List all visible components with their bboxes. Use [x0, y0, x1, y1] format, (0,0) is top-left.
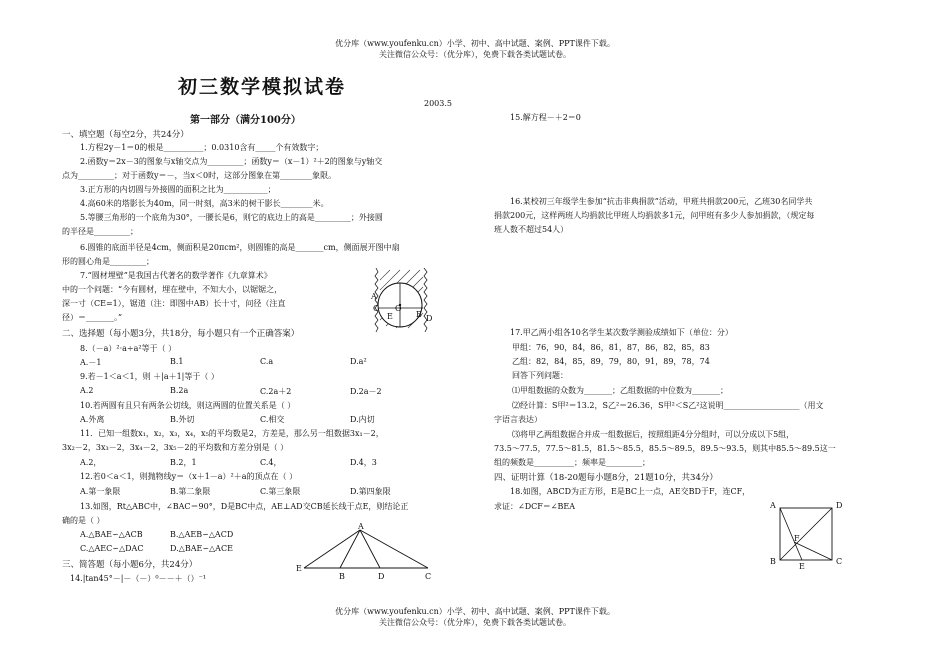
q9-option-a: A.2 [80, 386, 94, 395]
q17-part2: ⑵经计算：S甲²＝13.2，S乙²＝26.36，S甲²＜S乙²这说明___________________（用文 [512, 401, 824, 410]
q12-option-d: D.第四象限 [350, 487, 391, 496]
q10-option-a: A.外离 [80, 415, 105, 424]
q12-option-c: C.第三象限 [260, 487, 301, 496]
q11-option-d: D.4，3 [350, 458, 377, 467]
q13-option-a: A.△BAE∽△ACB [80, 530, 143, 539]
fig2-label-c: C [425, 572, 432, 581]
fig3-label-d: D [836, 501, 843, 510]
q12-option-b: B.第二象限 [170, 487, 211, 496]
fig3-label-f: F [794, 534, 800, 543]
q8-option-c: C.a [260, 357, 274, 366]
q8-option-d: D.a² [350, 357, 367, 366]
section-short-answer: 三、简答题（每小题6分，共24分） [62, 560, 198, 570]
question-2b: 点为_________；对于函数y＝－，当x＜0时，这部分图象在第________象限。 [62, 171, 337, 180]
figure-circle-in-wall [366, 268, 438, 334]
q10-option-b: B.外切 [170, 415, 195, 424]
q11-option-b: B.2，1 [170, 458, 197, 467]
header-line-1: 优分库（www.youfenku.cn）小学、初中、高中试题、案例、PPT课件下载。 [335, 39, 615, 48]
q8-option-b: B.1 [170, 357, 184, 366]
header-line-2: 关注微信公众号：（优分库），免费下载各类试题试卷。 [379, 50, 571, 59]
footer-line-1: 优分库（www.youfenku.cn）小学、初中、高中试题、案例、PPT课件下载。 [335, 607, 615, 616]
q11-option-c: C.4， [260, 458, 282, 467]
question-12: 12.若0＜a＜1，则抛物线y＝（x＋1－a）²＋a的顶点在（ ） [80, 472, 298, 481]
q12-option-a: A.第一象限 [80, 487, 121, 496]
fig3-label-a: A [770, 501, 776, 510]
q17-answer-prompt: 回答下列问题： [512, 371, 568, 380]
fig3-label-e: E [799, 562, 805, 571]
question-17: 17.甲乙两小组各10名学生某次数学测验成绩如下（单位：分） [510, 328, 733, 337]
q13-option-d: D.△BAE∽△ACE [170, 544, 233, 553]
q17-part2b: 字语言表达） [494, 415, 542, 424]
q17-part1: ⑴甲组数据的众数为_______；乙组数据的中位数为_______； [512, 386, 728, 395]
fig1-label-d: D [426, 314, 433, 323]
figure-triangle-abc [298, 526, 434, 574]
fig1-label-o: O [395, 304, 402, 313]
section-proof: 四、证明计算（18-20题每小题8分，21题10分，共34分） [494, 473, 718, 483]
fig1-label-e: E [387, 312, 393, 321]
question-6a: 6.圆锥的底面半径是4cm，侧面积是20πcm²，则圆锥的高是_______cm，侧面展开图中扇 [80, 243, 400, 252]
q13-option-c: C.△AEC∽△DAC [80, 544, 144, 553]
question-18: 18.如图，ABCD为正方形，E是BC上一点，AE交BD于F，连CF， [510, 487, 751, 496]
section-fill-blank: 一、填空题（每空2分，共24分） [62, 130, 189, 140]
q17-part3a: ⑶将甲乙两组数据合并成一组数据后，按照组距4分分组时，可以分成以下5组， [512, 430, 795, 439]
q8-option-a: A.－1 [80, 358, 102, 367]
question-7a: 7.“圆材埋壁”是我国古代著名的数学著作《九章算术》 [80, 271, 272, 280]
part1-heading: 第一部分（满分100分） [190, 115, 301, 126]
q10-option-d: D.内切 [350, 415, 375, 424]
question-1: 1.方程2y－1＝0的根是__________；0.0310含有_____个有效数字； [80, 143, 324, 152]
question-9: 9.若－1＜a＜1，则 ＋|a＋1|等于（ ） [80, 372, 219, 381]
question-16a: 16.某校初三年级学生参加“抗击非典捐款”活动，甲班共捐款200元，乙班30名同学共 [510, 197, 813, 206]
fig1-label-b: B [416, 310, 422, 319]
question-11b: 3x₂－2，3x₃－2，3x₄－2，3x₅－2的平均数和方差分别是（ ） [62, 443, 289, 452]
question-11a: 11．已知一组数x₁，x₂，x₃，x₄，x₅的平均数是2，方差是，那么另一组数据3x₁－2， [80, 429, 384, 438]
question-7c: 深一寸（CE=1），锯道（注：即图中AB）长十寸，问径（注直 [62, 299, 286, 308]
q9-option-b: B.2a [170, 386, 189, 395]
fig3-label-c: C [836, 557, 843, 566]
fig2-label-e: E [296, 564, 302, 573]
question-5a: 5.等腰三角形的一个底角为30°，一腰长是6，则它的底边上的高是_________；外接圆 [80, 213, 383, 222]
question-8: 8.（－a）²·a÷a²等于（ ） [80, 344, 177, 353]
question-16b: 捐款200元，这样两班人均捐款比甲班人均捐款多1元，问甲班有多少人参加捐款，（规定每 [494, 211, 815, 220]
figure-square-abcd [778, 506, 834, 564]
page-title: 初三数学模拟试卷 [178, 76, 347, 98]
fig2-label-b: B [339, 572, 345, 581]
q13-option-b: B.△AEB∽△ACD [170, 530, 234, 539]
q17-group-jia: 甲组：76，90，84，86，81，87，86，82，85，83 [512, 343, 710, 352]
fig2-label-a: A [358, 522, 364, 531]
footer-line-2: 关注微信公众号：（优分库），免费下载各类试题试卷。 [379, 618, 571, 627]
question-2a: 2.函数y＝2x－3的图象与x轴交点为_________；函数y＝（x－1）²＋2的图象与y轴交 [80, 157, 383, 166]
question-5b: 的半径是_________； [62, 227, 138, 236]
q17-part3c: 组的频数是__________；频率是_________； [494, 458, 650, 467]
fig1-label-c: C [373, 304, 380, 313]
question-13a: 13.如图，Rt△ABC中，∠BAC＝90°，D是BC中点，AE⊥AD交CB延长线于点E，则结论正 [80, 502, 409, 511]
question-15: 15.解方程－＋2＝0 [510, 113, 581, 122]
question-13b: 确的是（ ） [62, 516, 105, 525]
exam-date: 2003.5 [424, 99, 452, 108]
question-14: 14.|tan45°－|－（－）⁰－－＋（）⁻¹ [70, 574, 207, 583]
q11-option-a: A.2， [80, 458, 102, 467]
question-4: 4.高60米的塔影长为40m，同一时刻，高3米的树干影长________米。 [80, 199, 329, 208]
fig1-label-a: A [371, 292, 377, 301]
fig3-label-b: B [770, 557, 776, 566]
section-choice: 二、选择题（每小题3分，共18分，每小题只有一个正确答案） [62, 329, 300, 339]
question-3: 3.正方形的内切圆与外接圆的面积之比为___________； [80, 185, 276, 194]
fig2-label-d: D [378, 572, 385, 581]
q17-group-yi: 乙组：82，84，85，89，79，80，91，89，78，74 [512, 357, 710, 366]
question-16c: 班人数不超过54人） [494, 225, 569, 234]
q17-part3b: 73.5～77.5，77.5～81.5，81.5～85.5，85.5～89.5，89.5～93.5，则其中85.5～89.5这一 [494, 444, 836, 453]
question-7b: 中的一个问题：“今有圆材，埋在壁中，不知大小，以锯锯之， [62, 285, 283, 294]
q9-option-d: D.2a－2 [350, 387, 382, 396]
question-10: 10.若两圆有且只有两条公切线，则这两圆的位置关系是（ ） [80, 401, 296, 410]
q10-option-c: C.相交 [260, 415, 285, 424]
question-6b: 形的圆心角是_________； [62, 257, 154, 266]
question-7d: 径）＝_______。” [62, 313, 123, 322]
question-18b: 求证：∠DCF＝∠BEA [494, 502, 575, 511]
q9-option-c: C.2a＋2 [260, 387, 292, 396]
